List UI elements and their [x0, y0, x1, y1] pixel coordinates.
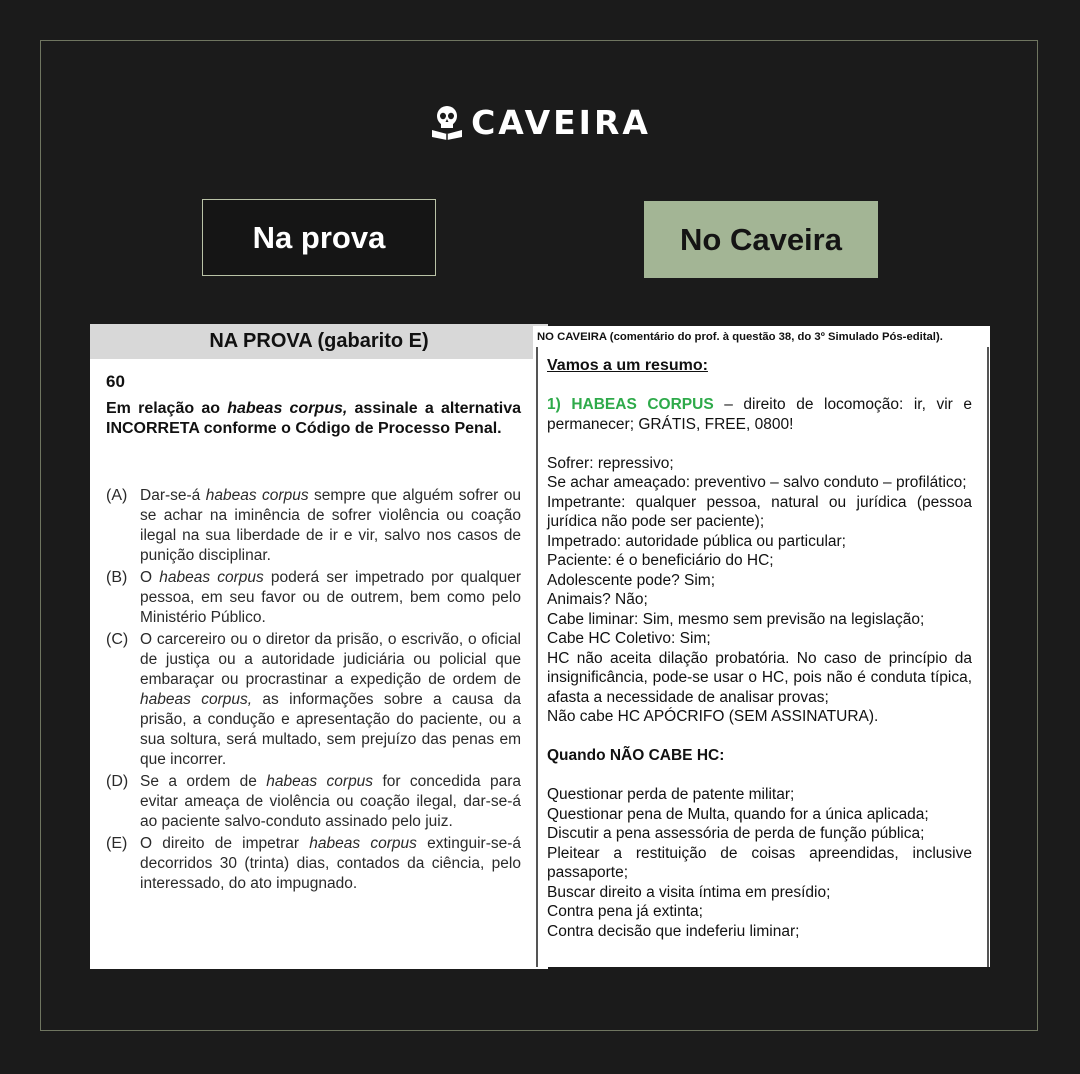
stem-pre: Em relação ao [106, 400, 220, 417]
option-letter: (C) [106, 631, 129, 648]
summary-line: Se achar ameaçado: preventivo – salvo conduto – profilático; [547, 474, 967, 491]
skull-book-icon [429, 104, 465, 140]
option-letter: (A) [106, 487, 128, 504]
option-d [106, 772, 521, 832]
na-prova-panel [90, 324, 548, 969]
option-letter: (B) [106, 569, 128, 586]
option-c [106, 630, 521, 770]
option-text: Se a ordem de habeas corpus for concedida para evitar ameaça de violência ou coação ilegal, dar-se-á ao paciente salvo-conduto assinado pelo juiz. [140, 773, 521, 830]
hc-key: 1) HABEAS CORPUS [547, 396, 714, 413]
summary-line: HC não aceita dilação probatória. No caso de princípio da insignificância, pode-se usar o HC, pois não é conduta típica, afasta a necessidade de analisar provas; [547, 649, 972, 706]
not-cabe-title: Quando NÃO CABE HC: [547, 747, 725, 764]
not-cabe-line: Contra decisão que indeferiu liminar; [547, 922, 800, 940]
stem-italic: habeas corpus, [227, 400, 348, 417]
no-caveira-header: NO CAVEIRA (comentário do prof. à questão 38, do 3º Simulado Pós-edital). [537, 331, 943, 343]
option-text: O direito de impetrar habeas corpus extinguir-se-á decorridos 30 (trinta) dias, contados da ciência, pelo interessado, do ato impugnado. [140, 835, 522, 892]
no-caveira-button[interactable]: No Caveira [644, 201, 878, 278]
option-e [106, 834, 521, 894]
options-list [106, 486, 521, 896]
brand-logo [0, 100, 1080, 144]
option-text: O carcereiro ou o diretor da prisão, o escrivão, o oficial de justiça ou a autoridade judiciária ou policial que embaraçar ou procrastinar a expedição de ordem de habeas corpus, as informações sobre a causa da prisão, a condução e apresentação do paciente, ou a sua soltura, será multado, sem prejuízo das penas em que incorrer. [140, 631, 521, 768]
summary-line: Adolescente pode? Sim; [547, 571, 716, 589]
na-prova-button[interactable]: Na prova [202, 199, 436, 276]
not-cabe-line: Questionar perda de patente militar; [547, 786, 795, 803]
not-cabe-line: Contra pena já extinta; [547, 903, 703, 920]
summary-line: Cabe liminar: Sim, mesmo sem previsão na legislação; [547, 610, 925, 628]
not-cabe-line: Questionar pena de Multa, quando for a única aplicada; [547, 805, 929, 823]
na-prova-header: NA PROVA (gabarito E) [90, 324, 548, 359]
option-text: Dar-se-á habeas corpus sempre que alguém sofrer ou se achar na iminência de sofrer violência ou coação ilegal na sua liberdade de ir e vir, salvo nos casos de punição disciplinar. [140, 487, 522, 564]
summary-line: Cabe HC Coletivo: Sim; [547, 630, 711, 647]
summary-line: Paciente: é o beneficiário do HC; [547, 552, 774, 569]
summary-title: Vamos a um resumo: [547, 357, 708, 374]
option-b [106, 568, 521, 628]
summary-line: Impetrado: autoridade pública ou particular; [547, 532, 846, 550]
summary-line: Sofrer: repressivo; [547, 454, 674, 472]
summary-body [547, 356, 972, 941]
option-letter: (E) [106, 835, 128, 852]
summary-line: Não cabe HC APÓCRIFO (SEM ASSINATURA). [547, 708, 879, 725]
option-text: O habeas corpus poderá ser impetrado por qualquer pessoa, em seu favor ou de outrem, bem como pelo Ministério Público. [140, 569, 521, 626]
option-a [106, 486, 521, 566]
hc-text: – direito de locomoção: ir, vir e permanecer; GRÁTIS, FREE, 0800! [547, 396, 972, 433]
summary-line: Impetrante: qualquer pessoa, natural ou jurídica (pessoa jurídica não pode ser paciente); [547, 493, 972, 530]
not-cabe-line: Pleitear a restituição de coisas apreendidas, inclusive passaporte; [547, 844, 972, 881]
brand-name: CAVEIRA [471, 102, 651, 142]
question-number: 60 [106, 372, 125, 391]
not-cabe-line: Discutir a pena assessória de perda de função pública; [547, 825, 925, 842]
not-cabe-line: Buscar direito a visita íntima em presídio; [547, 883, 831, 901]
no-caveira-panel [533, 326, 990, 967]
summary-line: Animais? Não; [547, 591, 648, 608]
question-stem [106, 399, 521, 439]
stem-post: assinale a alternativa INCORRETA conforme o Código de Processo Penal. [106, 400, 522, 437]
hc-definition [547, 395, 972, 434]
option-letter: (D) [106, 773, 129, 790]
